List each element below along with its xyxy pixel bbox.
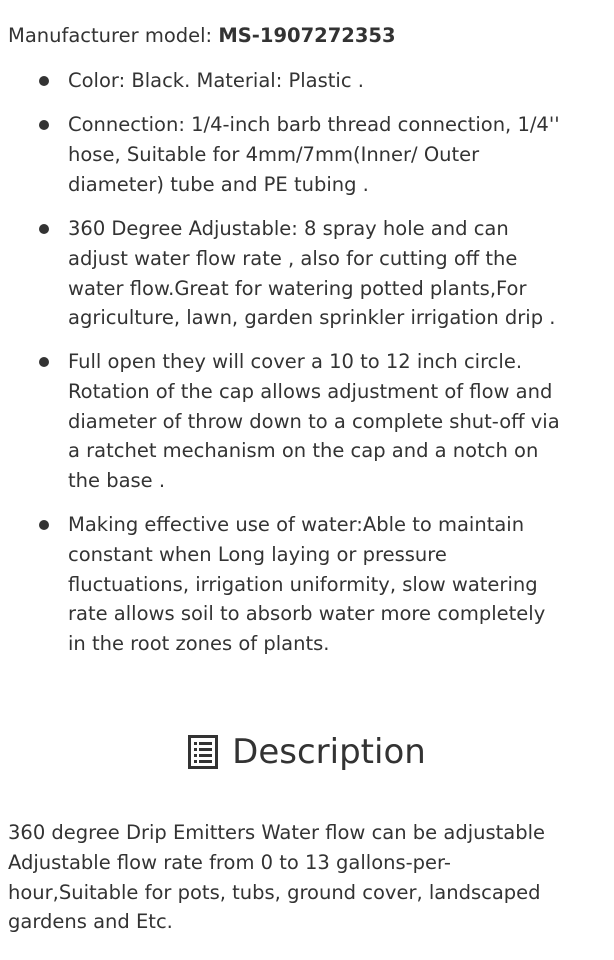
bullet-icon: [39, 76, 49, 86]
bullet-icon: [39, 224, 49, 234]
manufacturer-model-value: MS-1907272353: [218, 24, 396, 47]
document-list-icon: [188, 735, 218, 769]
manufacturer-model: [8, 22, 396, 50]
bullet-icon: [39, 120, 49, 130]
bullet-icon: [39, 520, 49, 530]
feature-text: Connection: 1/4-inch barb thread connection, 1/4'' hose, Suitable for 4mm/7mm(Inner/ Outer diameter) tube and PE tubing .: [68, 113, 560, 196]
feature-text: Full open they will cover a 10 to 12 inch circle. Rotation of the cap allows adjustment of flow and diameter of throw down to a complete shut-off via a ratchet mechanism on the cap and a notch on the base .: [68, 350, 560, 493]
description-body: 360 degree Drip Emitters Water flow can be adjustable Adjustable flow rate from 0 to 13 gallons-per- hour,Suitable for pots, tubs, ground cover, landscaped gardens and Etc.: [8, 821, 546, 934]
feature-text: 360 Degree Adjustable: 8 spray hole and can adjust water flow rate , also for cutting off the water flow.Great for watering potted plants,For agriculture, lawn, garden sprinkler irrigation drip .: [68, 217, 556, 330]
feature-text: Making effective use of water:Able to maintain constant when Long laying or pressure fluctuations, irrigation uniformity, slow watering rate allows soil to absorb water more completely in the root zones of plants.: [68, 513, 546, 656]
description-title: Description: [232, 732, 426, 772]
feature-text: Color: Black. Material: Plastic .: [68, 69, 364, 92]
manufacturer-model-label: Manufacturer model:: [8, 24, 219, 47]
description-heading: [0, 726, 614, 778]
bullet-icon: [39, 357, 49, 367]
